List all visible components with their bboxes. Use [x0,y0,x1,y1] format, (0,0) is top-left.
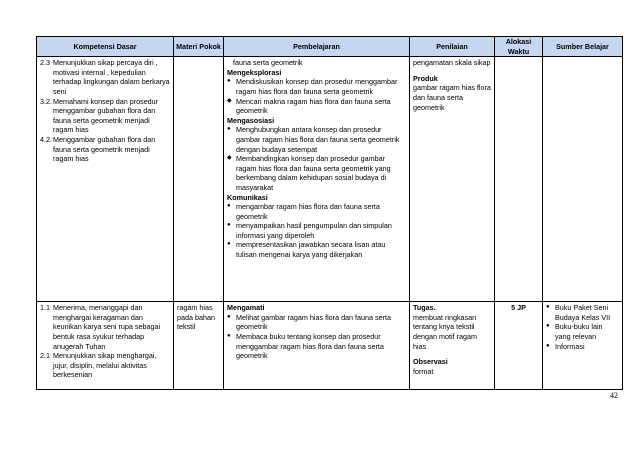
kompetensi-item: 4.2. Menggambar gubahan flora dan fauna serta geometrik menjadi ragam hias [40,134,156,164]
sumber-cell [543,57,623,302]
list-item: ◆ Membandingkan konsep dan prosedur gambar ragam hias flora dan fauna serta geometrik yang berkembang dalam kehidupan sosial budaya di masyarakat [227,154,391,192]
kompetensi-cell [37,302,174,390]
table-header-row [37,37,623,57]
section-title: Mengeksplorasi [227,67,282,77]
materi-cell: ragam hias pada bahan tekstil [174,302,224,390]
diamond-icon: ◆ [227,155,232,162]
pembelajaran-cell [224,302,410,390]
bullet-icon: ● [227,313,231,320]
list-item: ● Mendiskusikan konsep dan prosedur menggambar ragam hias flora dan fauna serta geometrik [227,77,398,96]
penilaian-cell [410,57,495,302]
page-number: 42 [610,391,618,400]
pembelajaran-cell [224,57,410,302]
header-pembelajaran: Pembelajaran [224,37,410,57]
list-item: ● Buku Paket Seni Budaya Kelas VII [546,303,611,322]
materi-cell [174,57,224,302]
bullet-icon: ● [227,241,231,248]
list-item: ● mempresentasikan jawabkan secara lisan atau tulisan mengenai karya yang dikerjakan [227,240,386,260]
penilaian-intro: pengamatan skala sikap [413,58,491,68]
header-materi-pokok: Materi Pokok [174,37,224,57]
bullet-icon: ● [546,342,550,349]
header-sumber-belajar: Sumber Belajar [543,37,623,57]
penilaian-title: Produk [413,73,438,83]
bullet-icon: ● [546,323,550,330]
sumber-cell [543,302,623,390]
diamond-icon: ◆ [227,97,232,104]
list-item: ● Menghubungkan antara konsep dan prosedur gambar ragam hias flora dan fauna serta geometrik dengan budaya setempat [227,125,400,154]
list-item: ● Buku-buku lain yang relevan [546,322,603,341]
penilaian-text: membuat ringkasan tentang kriya tekstil dengan motif ragam hias [413,312,477,351]
section-title: Mengasosiasi [227,115,275,125]
alokasi-cell: 5 JP [495,302,543,390]
kompetensi-item: 2.3 Menunjukkan sikap percaya diri , motivasi internal , kepedulian terhadap lingkungan dalam berkarya seni [40,58,170,96]
header-alokasi-waktu: Alokasi Waktu [495,37,543,57]
syllabus-table [36,36,623,390]
list-item: ● menyampaikan hasil pengumpulan dan simpulan informasi yang diperoleh [227,221,392,240]
penilaian-text: gambar ragam hias flora dan fauna serta geometrik [413,83,491,112]
bullet-icon: ● [227,332,231,339]
header-penilaian: Penilaian [410,37,495,57]
bullet-icon: ● [227,203,231,210]
section-title: Komunikasi [227,192,268,202]
kompetensi-item: 3.2. Memahami konsep dan prosedur menggambar gubahan flora dan fauna serta geometrik menjadi ragam hias [40,96,159,135]
table-row [37,57,623,302]
header-kompetensi-dasar: Kompetensi Dasar [37,37,174,57]
section-title: Mengamati [227,303,265,313]
penilaian-cell [410,302,495,390]
kompetensi-item: 1.1 Menerima, menanggapi dan menghargai keragaman dan keunikan karya seni rupa sebagai bentuk rasa syukur terhadap anugerah Tuhan [40,303,161,351]
list-item: ● Informasi [546,341,585,351]
list-item: ● Melihat gambar ragam hias flora dan fauna serta geometrik [227,312,392,332]
list-item: ● mengambar ragam hias flora dan fauna serta geometrik [227,202,380,221]
penilaian-title: Tugas. [413,303,436,313]
table-row [37,302,623,390]
list-item: ● Membaca buku tentang konsep dan prosedur menggambar ragam hias flora dan fauna serta geometrik [227,331,384,361]
pembelajaran-intro: fauna serta geometrik [233,58,303,68]
alokasi-cell [495,57,543,302]
list-item: ◆ Mencari makna ragam hias flora dan fauna serta geometrik [227,96,391,116]
bullet-icon: ● [227,126,231,133]
penilaian-text: format [413,366,434,376]
kompetensi-cell [37,57,174,302]
bullet-icon: ● [227,78,231,85]
kompetensi-item: 2.1 Menunjukkan sikap menghargai, jujur, disiplin, melalui aktivitas berkesenian [40,351,157,380]
bullet-icon: ● [546,304,550,311]
penilaian-title: Observasi [413,357,448,367]
bullet-icon: ● [227,222,231,229]
